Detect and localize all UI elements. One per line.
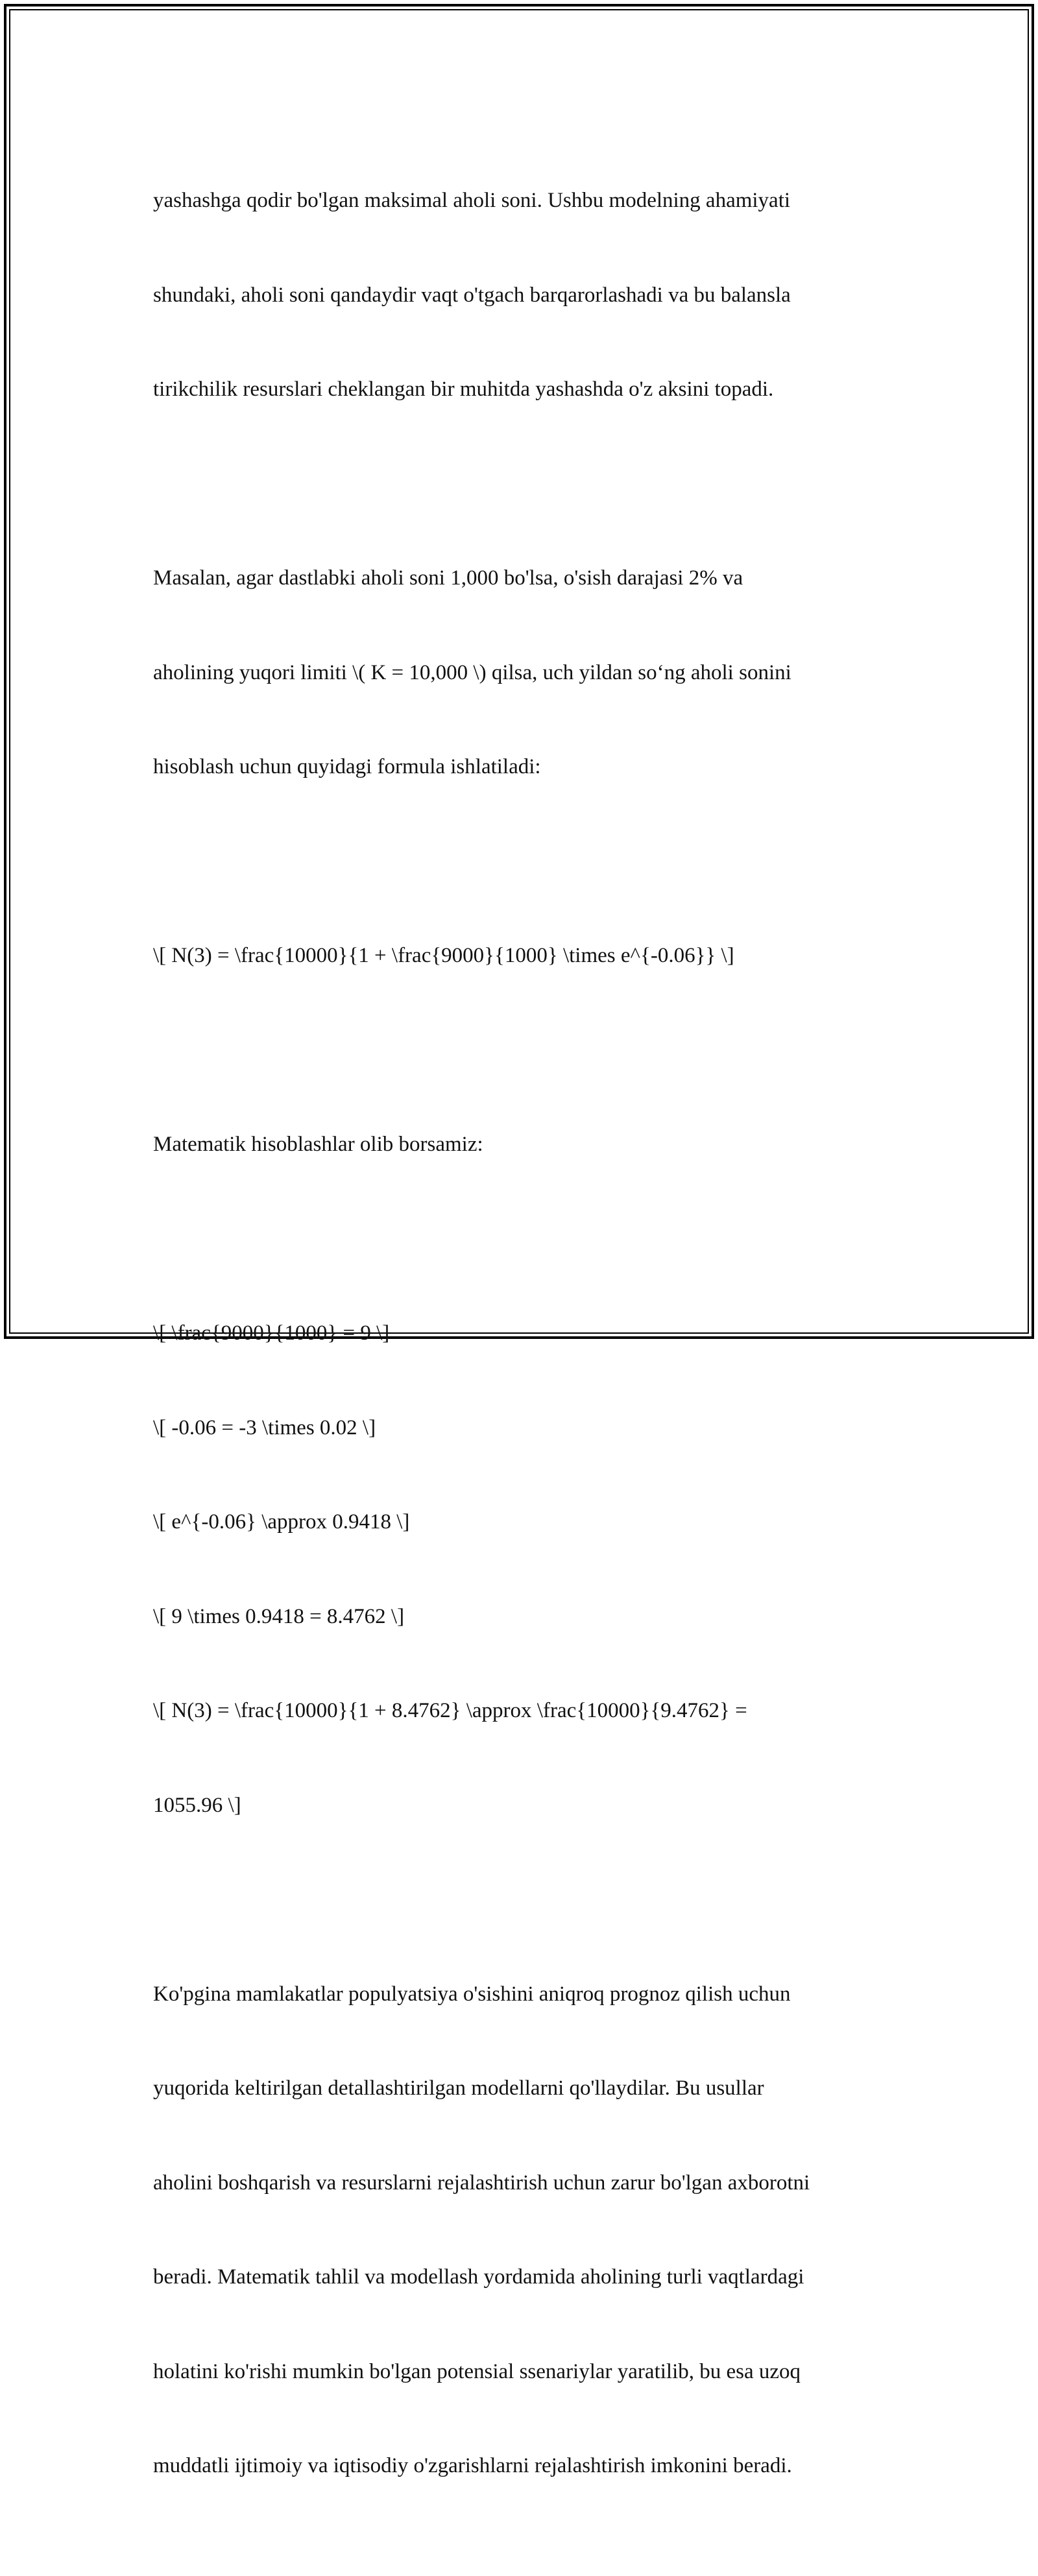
- text-line: yuqorida keltirilgan detallashtirilgan modellarni qo'llaydilar. Bu usullar: [153, 2076, 764, 2100]
- text-line: beradi. Matematik tahlil va modellash yordamida aholining turli vaqtlardagi: [153, 2265, 804, 2289]
- paragraph-calculation-intro: [153, 1066, 893, 1223]
- text-line: holatini ko'rishi mumkin bo'lgan potensial ssenariylar yaratilib, bu esa uzoq: [153, 2359, 801, 2383]
- text-line: Masalan, agar dastlabki aholi soni 1,000 bo'lsa, o'sish darajasi 2% va: [153, 566, 743, 590]
- formula-main: [153, 877, 893, 1035]
- text-line: hisoblash uchun quyidagi formula ishlatiladi:: [153, 755, 541, 778]
- text-line: Ko'pgina mamlakatlar populyatsiya o'sishini aniqroq prognoz qilish uchun: [153, 1982, 791, 2006]
- text-line: aholini boshqarish va resurslarni rejalashtirish uchun zarur bo'lgan axborotni: [153, 2171, 810, 2195]
- formula-line: \[ N(3) = \frac{10000}{1 + \frac{9000}{1000} \times e^{-0.06}} \]: [153, 944, 734, 967]
- formula-line: 1055.96 \]: [153, 1793, 241, 1817]
- paragraph-example-intro: [153, 500, 893, 846]
- formula-line: \[ e^{-0.06} \approx 0.9418 \]: [153, 1510, 410, 1534]
- paragraph-conclusion: [153, 1916, 893, 2545]
- text-line: tirikchilik resurslari cheklangan bir muhitda yashashda o'z aksini topadi.: [153, 378, 774, 401]
- formula-line: \[ -0.06 = -3 \times 0.02 \]: [153, 1415, 376, 1439]
- text-line: aholining yuqori limiti \( K = 10,000 \) qilsa, uch yildan so‘ng aholi sonini: [153, 660, 791, 684]
- text-line: Matematik hisoblashlar olib borsamiz:: [153, 1133, 483, 1156]
- text-line: shundaki, aholi soni qandaydir vaqt o'tgach barqarorlashadi va bu balansla: [153, 283, 791, 307]
- calculation-steps: [153, 1255, 893, 1884]
- paragraph-logistic-explanation: [153, 122, 893, 468]
- document-body: [153, 122, 893, 2576]
- formula-line: \[ 9 \times 0.9418 = 8.4762 \]: [153, 1604, 405, 1628]
- formula-line: \[ N(3) = \frac{10000}{1 + 8.4762} \approx \frac{10000}{9.4762} =: [153, 1699, 747, 1722]
- text-line: yashashga qodir bo'lgan maksimal aholi soni. Ushbu modelning ahamiyati: [153, 189, 791, 212]
- formula-line: \[ \frac{9000}{1000} = 9 \]: [153, 1321, 390, 1345]
- text-line: muddatli ijtimoiy va iqtisodiy o'zgarishlarni rejalashtirish imkonini beradi.: [153, 2454, 792, 2477]
